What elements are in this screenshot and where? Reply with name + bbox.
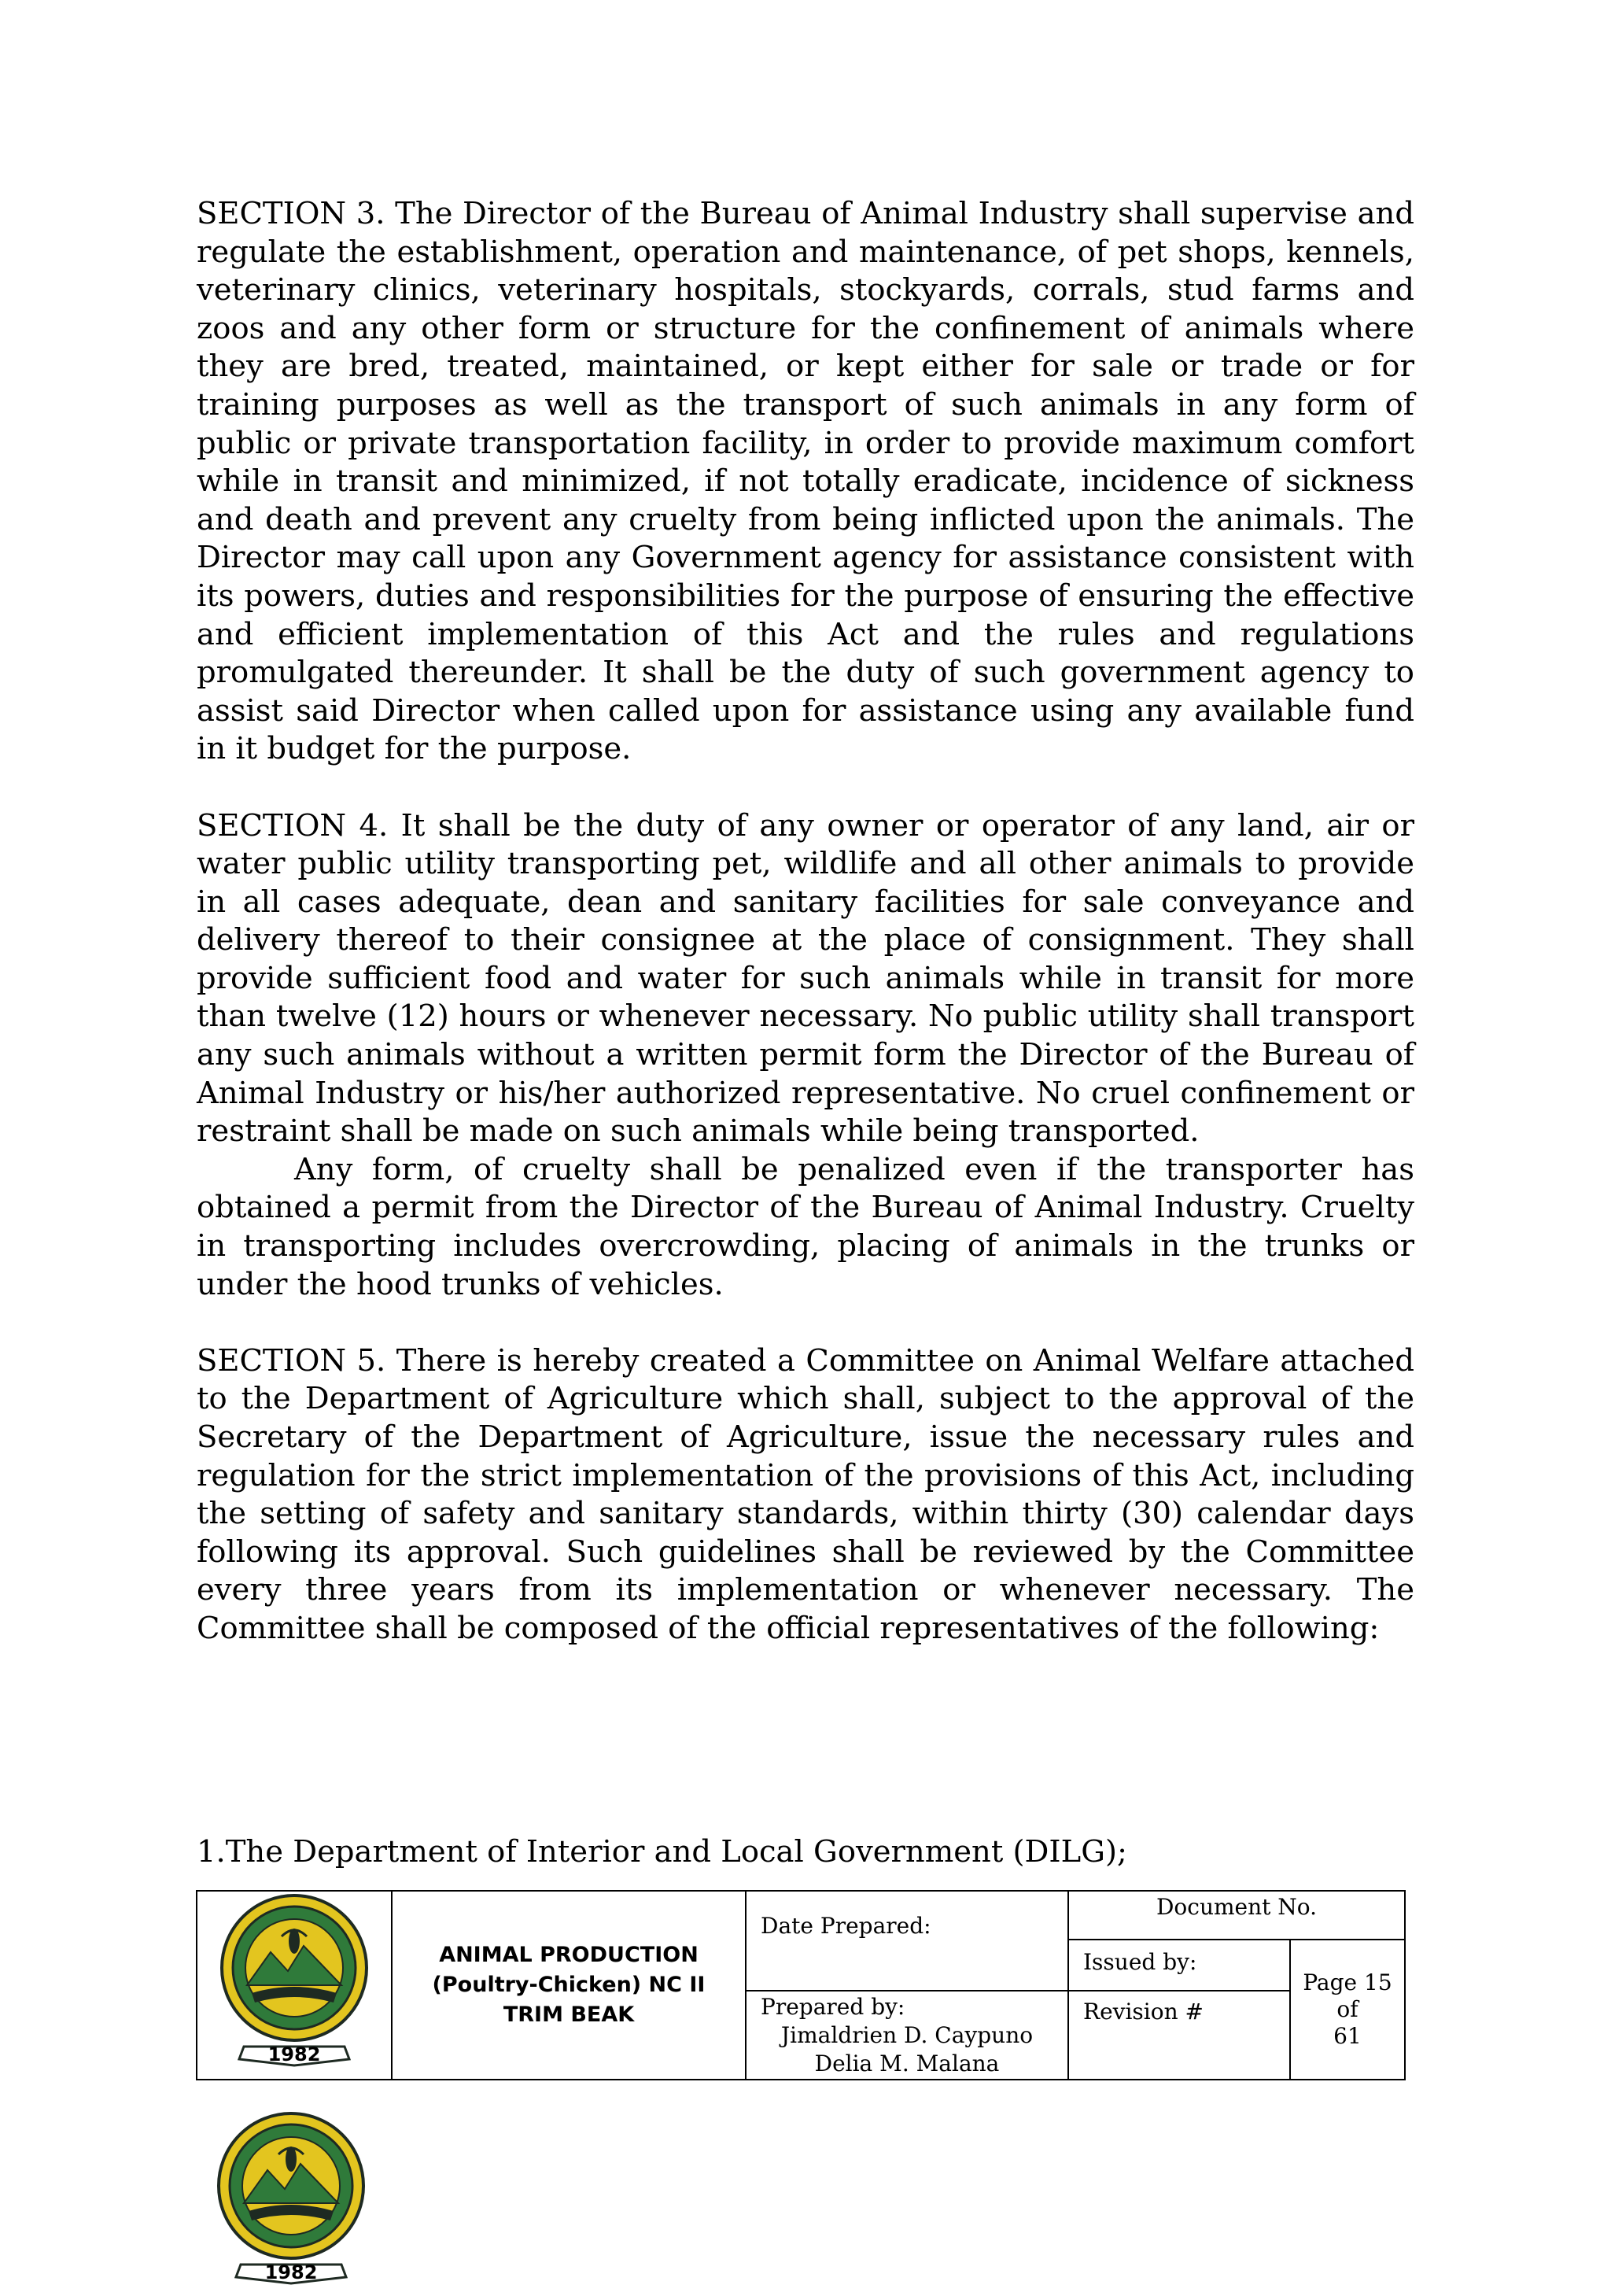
seal-year-text: 1982 — [267, 2043, 321, 2065]
document-footer-table — [196, 1890, 1406, 2080]
footer-title-line-3: TRIM BEAK — [503, 2003, 635, 2027]
document-no-cell — [1068, 1891, 1405, 1940]
paragraph-spacer — [197, 769, 1414, 807]
footer-title-cell — [392, 1891, 746, 2080]
issued-by-label: Issued by: — [1083, 1949, 1197, 1975]
preparer-name-1: Jimaldrien D. Caypuno — [780, 2021, 1034, 2048]
footer-title-line-2: (Poultry-Chicken) NC II — [432, 1973, 706, 1997]
section-5-paragraph: SECTION 5. There is hereby created a Committee on Animal Welfare attached to the Department of Agriculture which shall, subject to the approval of the Secretary of the Department of Agriculture, issue the necessary rules and regulation for the strict implementation of the provisions of this Act, including the setting of safety and sanitary standards, within thirty (30) calendar days following its approval. Such guidelines shall be reviewed by the Committee every three years from its implementation or whenever necessary. The Committee shall be composed of the official representatives of the following: — [197, 1342, 1414, 1646]
date-prepared-label: Date Prepared: — [761, 1913, 931, 1939]
page-number-line-1: Page 15 of — [1303, 1969, 1392, 2022]
preparer-name-2: Delia M. Malana — [814, 2050, 1000, 2076]
school-seal-icon — [216, 1892, 373, 2075]
issued-by-cell — [1068, 1940, 1290, 1991]
paragraph-spacer — [197, 1304, 1414, 1342]
revision-cell — [1068, 1991, 1290, 2080]
document-no-label: Document No. — [1156, 1894, 1318, 1920]
seal-year-text: 1982 — [264, 2261, 318, 2283]
prepared-by-label: Prepared by: — [761, 1993, 905, 2020]
school-seal-icon — [212, 2110, 370, 2293]
committee-list-item-1: 1.The Department of Interior and Local Government (DILG); — [197, 1834, 1127, 1870]
footer-title-line-1: ANIMAL PRODUCTION — [439, 1943, 699, 1967]
prepared-by-cell — [746, 1991, 1068, 2080]
revision-label: Revision # — [1083, 1998, 1204, 2025]
section-3-paragraph: SECTION 3. The Director of the Bureau of Animal Industry shall supervise and regulate the establishment, operation and maintenance, of pet shops, kennels, veterinary clinics, veterinary hospitals, stockyards, corrals, stud farms and zoos and any other form or structure for the confinement of animals where they are bred, treated, maintained, or kept either for sale or trade or for training purposes as well as the transport of such animals in any form of public or private transportation facility, in order to provide maximum comfort while in transit and minimized, if not totally eradicate, incidence of sickness and death and prevent any cruelty from being inflicted upon the animals. The Director may call upon any Government agency for assistance consistent with its powers, duties and responsibilities for the purpose of ensuring the effective and efficient implementation of this Act and the rules and regulations promulgated thereunder. It shall be the duty of such government agency to assist said Director when called upon for assistance using any available fund in it budget for the purpose. — [197, 196, 1414, 767]
page-number-cell — [1290, 1940, 1405, 2080]
section-4-cruelty-paragraph: Any form, of cruelty shall be penalized even if the transporter has obtained a permit from the Director of the Bureau of Animal Industry. Cruelty in transporting includes overcrowding, placing of animals in the trunks or under the hood trunks of vehicles. — [197, 1151, 1414, 1302]
footer-logo-cell — [197, 1891, 392, 2080]
document-body — [197, 195, 1414, 1648]
section-4-paragraph: SECTION 4. It shall be the duty of any owner or operator of any land, air or water public utility transporting pet, wildlife and all other animals to provide in all cases adequate, dean and sanitary facilities for sale conveyance and delivery thereof to their consignee at the place of consignment. They shall provide sufficient food and water for such animals while in transit for more than twelve (12) hours or whenever necessary. No public utility shall transport any such animals without a written permit form the Director of the Bureau of Animal Industry or his/her authorized representative. No cruel confinement or restraint shall be made on such animals while being transported. — [197, 807, 1414, 1150]
date-prepared-cell — [746, 1891, 1068, 1991]
bottom-seal — [212, 2110, 370, 2296]
page-number-line-2: 61 — [1333, 2023, 1362, 2049]
